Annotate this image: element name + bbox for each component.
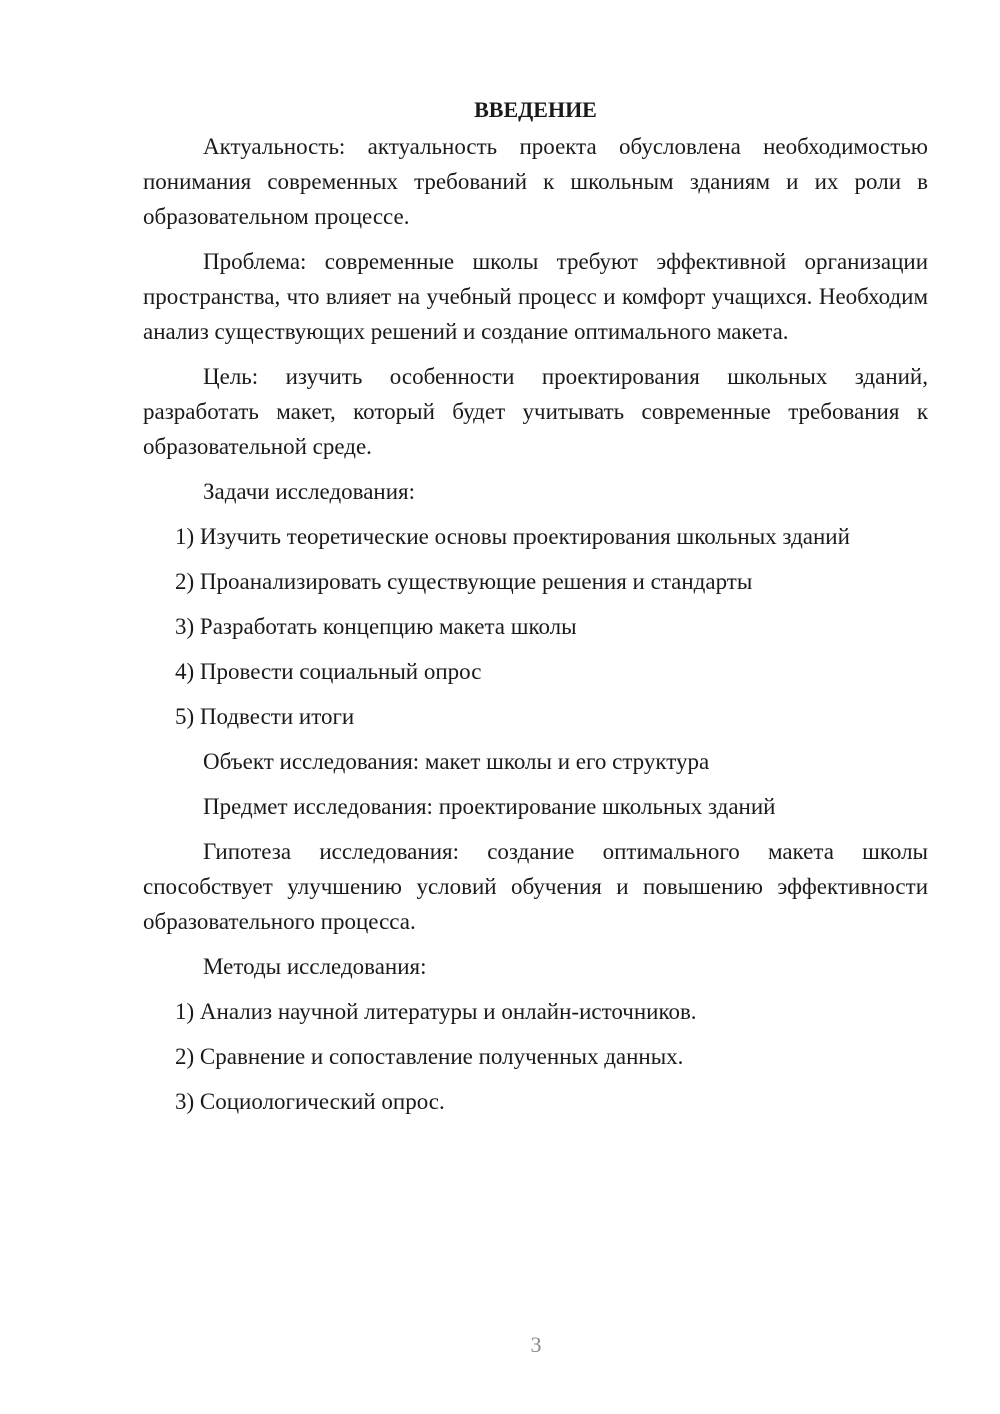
method-item: 1) Анализ научной литературы и онлайн-источников.	[175, 999, 697, 1024]
relevance-paragraph: Актуальность: актуальность проекта обусловлена необходимостью понимания современных требований к школьным зданиям и их роли в образовательном процессе.	[143, 134, 928, 229]
object-paragraph: Объект исследования: макет школы и его структура	[203, 749, 710, 774]
task-item: 1) Изучить теоретические основы проектирования школьных зданий	[175, 524, 850, 549]
methods-heading: Методы исследования:	[203, 954, 427, 979]
page-number: 3	[530, 1332, 542, 1357]
subject-paragraph: Предмет исследования: проектирование школьных зданий	[203, 794, 776, 819]
hypothesis-paragraph: Гипотеза исследования: создание оптимального макета школы способствует улучшению условий обучения и повышению эффективности образовательного процесса.	[143, 839, 928, 934]
task-item: 2) Проанализировать существующие решения и стандарты	[175, 569, 753, 594]
method-item: 3) Социологический опрос.	[175, 1089, 445, 1114]
task-item: 4) Провести социальный опрос	[175, 659, 482, 684]
task-item: 5) Подвести итоги	[175, 704, 355, 729]
section-title: ВВЕДЕНИЕ	[474, 97, 597, 122]
problem-paragraph: Проблема: современные школы требуют эффективной организации пространства, что влияет на учебный процесс и комфорт учащихся. Необходим анализ существующих решений и создание оптимального макета.	[143, 249, 928, 344]
goal-paragraph: Цель: изучить особенности проектирования школьных зданий, разработать макет, который будет учитывать современные требования к образовательной среде.	[143, 364, 928, 459]
task-item: 3) Разработать концепцию макета школы	[175, 614, 577, 639]
method-item: 2) Сравнение и сопоставление полученных данных.	[175, 1044, 684, 1069]
page-content	[143, 92, 928, 1129]
tasks-heading: Задачи исследования:	[203, 479, 416, 504]
